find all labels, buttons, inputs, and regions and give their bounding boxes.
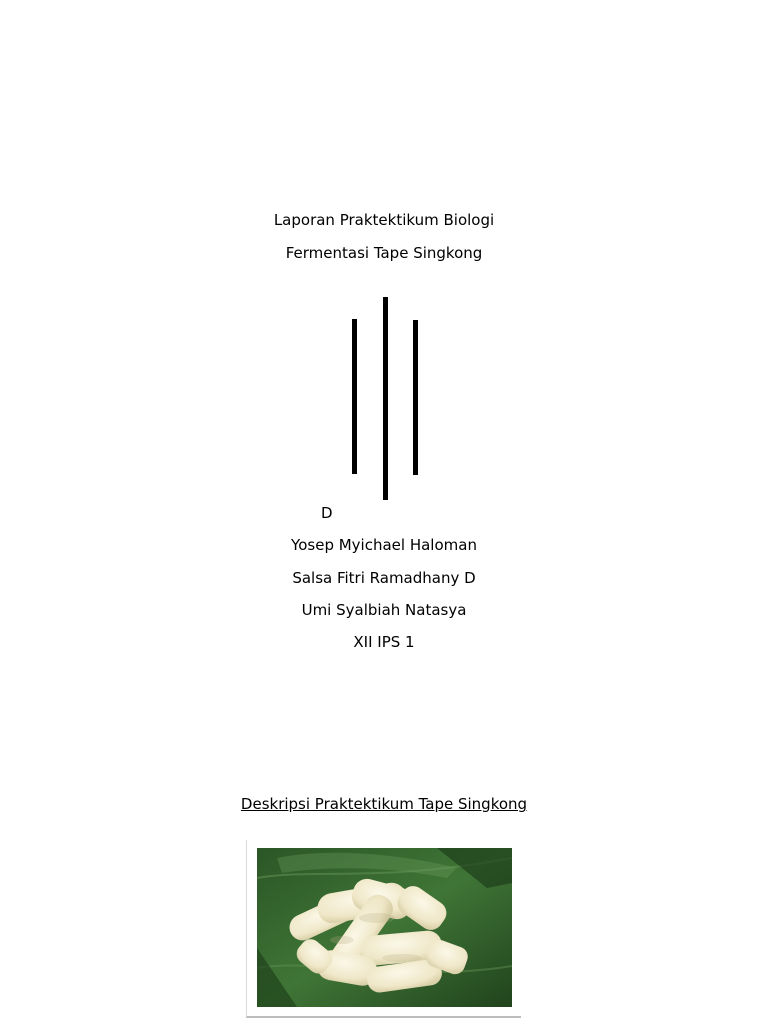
author-prefix: D [321,504,333,522]
member-name-1: Yosep Myichael Haloman [291,536,477,554]
tape-singkong-illustration [257,848,512,1007]
class-name: XII IPS 1 [353,633,415,651]
section-heading: Deskripsi Praktektikum Tape Singkong [240,795,528,813]
tape-singkong-photo [257,848,512,1007]
decorative-bar-left [352,319,357,474]
decorative-bar-middle [383,297,388,500]
member-name-3: Umi Syalbiah Natasya [301,601,467,619]
member-name-2: Salsa Fitri Ramadhany D [292,569,476,587]
title-line-1: Laporan Praktektikum Biologi [273,211,495,229]
title-line-2: Fermentasi Tape Singkong [285,244,483,262]
decorative-bar-right [413,320,418,475]
